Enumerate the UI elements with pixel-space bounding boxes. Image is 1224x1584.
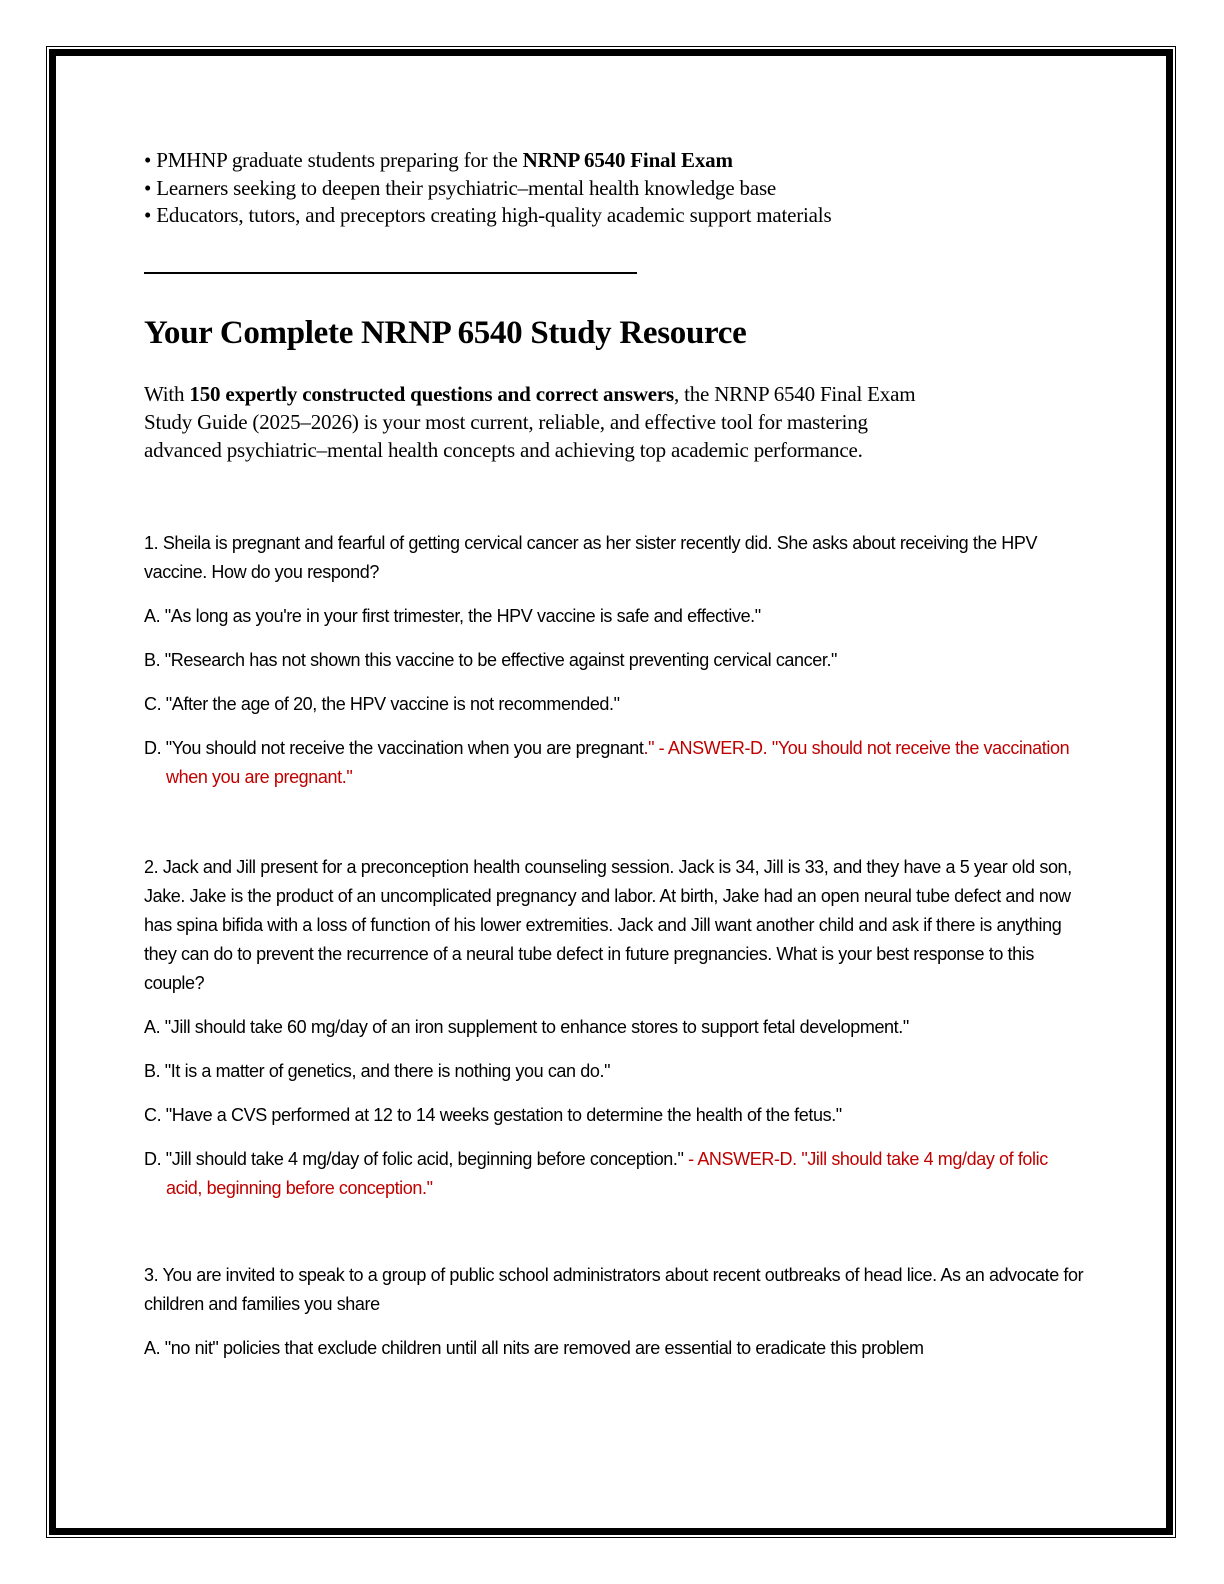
question-stem: 3. You are invited to speak to a group of public school administrators about recent outbreaks of head lice. As an advocate for children and families you share <box>144 1265 1084 1314</box>
option-text: D. "You should not receive the vaccination when you are pregnant <box>144 738 644 758</box>
intro-line: Study Guide (2025–2026) is your most current, reliable, and effective tool for mastering <box>144 410 868 434</box>
answer-option <box>144 1057 1084 1086</box>
option-text: A. "As long as you're in your first trimester, the HPV vaccine is safe and effective." <box>144 606 761 626</box>
answer-option <box>144 690 1084 719</box>
intro-line: advanced psychiatric–mental health concepts and achieving top academic performance. <box>144 438 863 462</box>
answer-option <box>144 646 1084 675</box>
question-block <box>144 853 1084 1203</box>
intro-paragraph <box>144 380 1104 464</box>
question-block <box>144 529 1084 792</box>
intro-text: , the NRNP 6540 Final Exam <box>674 382 916 406</box>
section-heading: Your Complete NRNP 6540 Study Resource <box>144 315 747 351</box>
option-text: B. "It is a matter of genetics, and there is nothing you can do." <box>144 1061 611 1081</box>
option-text: C. "Have a CVS performed at 12 to 14 weeks gestation to determine the health of the fetus." <box>144 1105 842 1125</box>
answer-option <box>144 1334 1084 1363</box>
audience-item-text: Educators, tutors, and preceptors creating high-quality academic support materials <box>156 203 832 227</box>
question-block <box>144 1261 1084 1363</box>
option-text: C. "After the age of 20, the HPV vaccine is not recommended." <box>144 694 620 714</box>
answer-option <box>144 1013 1084 1042</box>
answer-key-text: - ANSWER-D. "Jill should take 4 mg/day of folic acid, beginning before conception." <box>166 1149 1048 1198</box>
bullet-icon: • <box>144 148 152 172</box>
answer-option <box>144 1101 1084 1130</box>
audience-list-item <box>144 202 1124 230</box>
option-text: D. "Jill should take 4 mg/day of folic acid, beginning before conception." <box>144 1149 689 1169</box>
option-text: B. "Research has not shown this vaccine to be effective against preventing cervical cancer." <box>144 650 838 670</box>
audience-list-item <box>144 147 1124 175</box>
audience-list-item <box>144 175 1124 203</box>
intro-text: With <box>144 382 190 406</box>
audience-item-bold: NRNP 6540 Final Exam <box>522 148 733 172</box>
intro-line <box>144 380 1104 408</box>
answer-option <box>144 602 1084 631</box>
answer-option-correct <box>144 734 1084 792</box>
audience-item-text: Learners seeking to deepen their psychiatric–mental health knowledge base <box>156 175 777 200</box>
bullet-icon: • <box>144 203 152 227</box>
answer-option-correct <box>144 1145 1084 1203</box>
audience-item-text: PMHNP graduate students preparing for the <box>156 148 523 172</box>
bullet-icon: • <box>144 175 152 200</box>
question-stem: 1. Sheila is pregnant and fearful of getting cervical cancer as her sister recently did. She asks about receiving the HPV vaccine. How do you respond? <box>144 533 1038 582</box>
answer-key-text: ." - ANSWER-D. "You should not receive the vaccination when you are pregnant." <box>166 738 1070 787</box>
intro-bold-text: 150 expertly constructed questions and correct answers <box>189 382 674 406</box>
option-text: A. "no nit" policies that exclude children until all nits are removed are essential to eradicate this problem <box>144 1338 924 1358</box>
horizontal-rule <box>144 272 637 274</box>
audience-list <box>144 147 1124 230</box>
option-text: A. "Jill should take 60 mg/day of an iron supplement to enhance stores to support fetal development." <box>144 1017 909 1037</box>
question-stem: 2. Jack and Jill present for a preconception health counseling session. Jack is 34, Jill is 33, and they have a 5 year old son, Jake. Jake is the product of an uncomplicated pregnancy and labor. At birth, Jake had an open neural tube defect and now has spina bifida with a loss of function of his lower extremities. Jack and Jill want another child and ask if there is anything they can do to prevent the recurrence of a neural tube defect in future pregnancies. What is your best response to this couple? <box>144 857 1072 993</box>
